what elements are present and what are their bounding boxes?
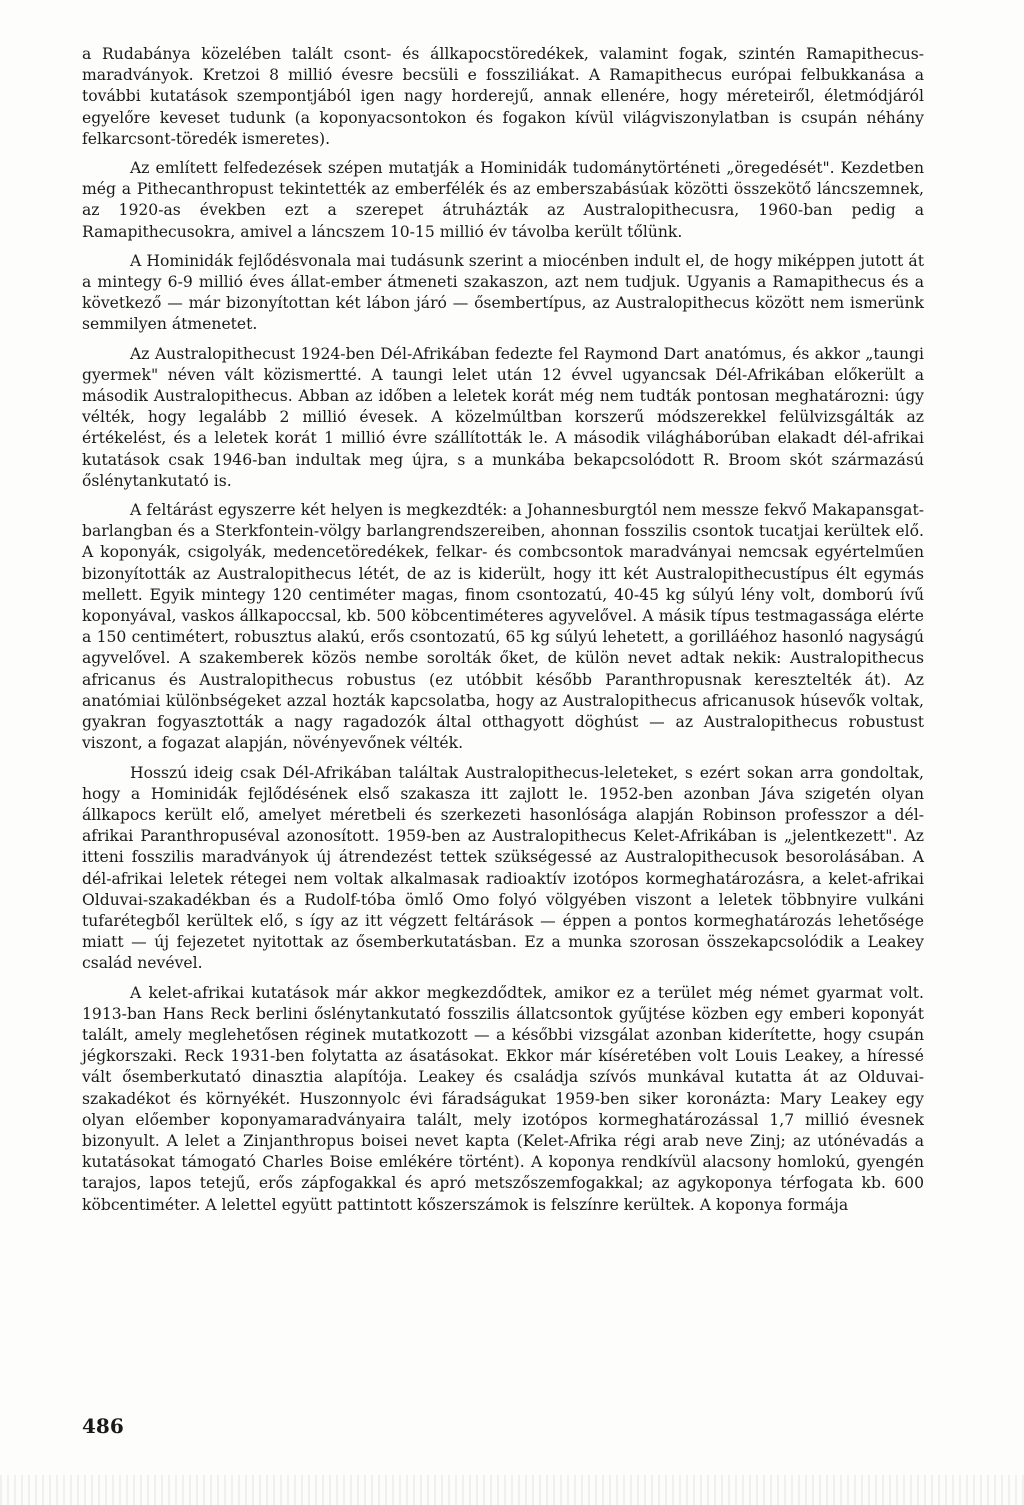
paragraph-5: A feltárást egyszerre két helyen is megkezdték: a Johannesburgtól nem messze fekvő Makapansgat-barlangban és a Sterkfontein-völgy barlangrendszereiben, ahonnan fosszilis csontok tucatjai kerültek elő. A koponyák, csigolyák, medencetöredékek, felkar- és combcsontok maradványai nemcsak egyértelműen bizonyították az Australopithecus létét, de az is kiderült, hogy itt két Australopithecustípus élt egymás mellett. Egyik mintegy 120 centiméter magas, finom csontozatú, 40-45 kg súlyú lény volt, domború ívű koponyával, vaskos állkapoccsal, kb. 500 köbcentiméteres agyvelővel. A másik típus testmagassága elérte a 150 centimétert, robusztus alakú, erős csontozatú, 65 kg súlyú lehetett, a gorilláéhoz hasonló nagyságú agyvelővel. A szakemberek közös nembe sorolták őket, de külön nevet adtak nekik: Australopithecus africanus és Australopithecus robustus (ez utóbbit később Paranthropusnak keresztelték át). Az anatómiai különbségeket azzal hozták kapcsolatba, hogy az Australopithecus africanusok húsevők voltak, gyakran fogyasztották a nagy ragadozók által otthagyott döghúst — az Australopithecus robustust viszont, a fogazat alapján, növényevőnek vélték.: [82, 501, 924, 753]
paragraph-3: A Hominidák fejlődésvonala mai tudásunk szerint a miocénben indult el, de hogy miképpen jutott át a mintegy 6-9 millió éves állat-ember átmeneti szakaszon, azt nem tudjuk. Ugyanis a Ramapithecus és a következő — már bizonyítottan két lábon járó — ősembertípus, az Australopithecus között nem ismerünk semmilyen átmenetet.: [82, 251, 924, 334]
paragraph-4: Az Australopithecust 1924-ben Dél-Afrikában fedezte fel Raymond Dart anatómus, és akkor „taungi gyermek" néven vált közismertté. A taungi lelet után 12 évvel ugyancsak Dél-Afrikában előkerült a második Australopithecus. Abban az időben a leletek korát még nem tudták pontosan meghatározni: úgy vélték, hogy legalább 2 millió évesek. A közelmúltban korszerű módszerekkel felülvizsgálták az értékelést, és a leletek korát 1 millió évre szállították le. A második világháborúban elakadt dél-afrikai kutatások csak 1946-ban indultak meg újra, s a munkába bekapcsolódott R. Broom skót származású őslénytankutató is.: [82, 344, 924, 490]
paragraph-2: Az említett felfedezések szépen mutatják a Hominidák tudománytörténeti „öregedését". Kezdetben még a Pithecanthropust tekintették az emberfélék és az emberszabásúak közötti összekötő láncszemnek, az 1920-as években ezt a szerepet átruházták az Australopithecusra, 1960-ban pedig a Ramapithecusokra, amivel a láncszem 10-15 millió év távolba került tőlünk.: [82, 159, 924, 241]
scan-artifact: [0, 1475, 1024, 1505]
paragraph-7: A kelet-afrikai kutatások már akkor megkezdődtek, amikor ez a terület még német gyarmat volt. 1913-ban Hans Reck berlini őslénytankutató fosszilis állatcsontok gyűjtése közben egy emberi koponyát talált, amely meglehetősen réginek mutatkozott — a későbbi vizsgálat azonban kiderítette, hogy csupán jégkorszaki. Reck 1931-ben folytatta az ásatásokat. Ekkor már kíséretében volt Louis Leakey, a híressé vált ősemberkutató dinasztia alapítója. Leakey és családja szívós munkával kutatta át az Olduvai-szakadékot és környékét. Huszonnyolc évi fáradságukat 1959-ben siker koronázta: Mary Leakey egy olyan előember koponyamaradványaira talált, mely izotópos kormeghatározással 1,7 millió évesnek bizonyult. A lelet a Zinjanthropus boisei nevet kapta (Kelet-Afrika régi arab neve Zinj; az utónévadás a kutatásokat támogató Charles Boise emlékére történt). A koponya rendkívül alacsony homlokú, gyengén tarajos, lapos tetejű, erős zápfogakkal és apró metszőszemfogakkal; az agykoponya térfogata kb. 600 köbcentiméter. A lelettel együtt pattintott kőszerszámok is felszínre kerültek. A koponya formája: [82, 983, 924, 1214]
paragraph-1: a Rudabánya közelében talált csont- és állkapocstöredékek, valamint fogak, szintén Ramapithecus-maradványok. Kretzoi 8 millió évesre becsüli e fossziliákat. A Ramapithecus európai felbukkanása a további kutatások szempontjából igen nagy horderejű, annak ellenére, hogy méreteiről, életmódjáról egyelőre keveset tudunk (a koponyacsontokon és fogakon kívül világviszonylatban is csupán néhány felkarcsont-töredék ismeretes).: [82, 45, 924, 148]
body-text: [82, 44, 924, 1224]
page-number: 486: [82, 1414, 124, 1438]
paragraph-6: Hosszú ideig csak Dél-Afrikában találtak Australopithecus-leleteket, s ezért sokan arra gondoltak, hogy a Hominidák fejlődésének első szakasza itt zajlott le. 1952-ben azonban Jáva szigetén olyan állkapocs került elő, amelyet méretbeli és szerkezeti hasonlósága alapján Robinson professzor a dél-afrikai Paranthropuséval azonosított. 1959-ben az Australopithecus Kelet-Afrikában is „jelentkezett". Az itteni fosszilis maradványok új átrendezést tettek szükségessé az Australopithecusok besorolásában. A dél-afrikai leletek rétegei nem voltak alkalmasak radioaktív izotópos kormeghatározásra, a kelet-afrikai Olduvai-szakadékban és a Rudolf-tóba ömlő Omo folyó völgyében viszont a leletek többnyire vulkáni tufarétegből kerültek elő, s így az itt végzett feltárások — éppen a pontos kormeghatározás lehetősége miatt — új fejezetet nyitottak az ősemberkutatásban. Ez a munka szorosan összekapcsolódik a Leakey család nevével.: [82, 763, 924, 973]
